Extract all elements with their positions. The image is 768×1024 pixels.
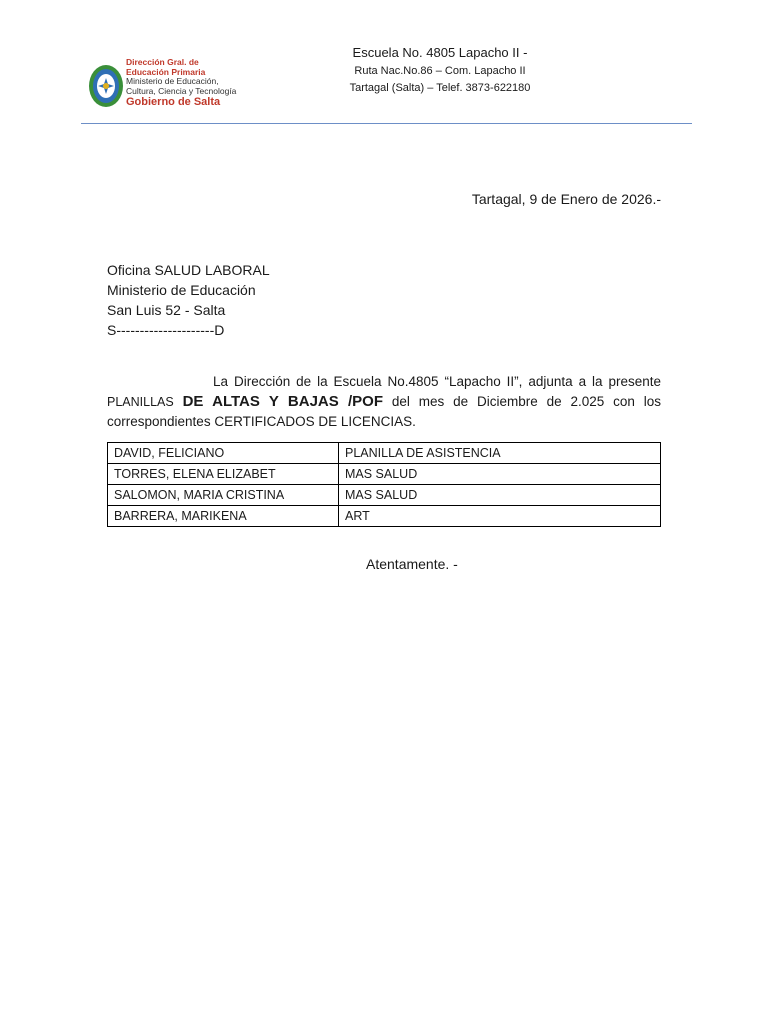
table-cell-type: MAS SALUD <box>339 464 661 485</box>
salta-emblem-icon <box>88 64 124 108</box>
table-row <box>108 464 661 485</box>
school-city-phone: Tartagal (Salta) – Telef. 3873-622180 <box>349 82 531 94</box>
logo-line-ministerio: Ministerio de Educación, <box>126 76 219 86</box>
table-cell-type: MAS SALUD <box>339 485 661 506</box>
closing-text: Atentamente. - <box>366 556 458 572</box>
table-row <box>108 506 661 527</box>
logo-line-gobierno: Gobierno de Salta <box>126 96 221 108</box>
table-cell-type: PLANILLA DE ASISTENCIA <box>339 443 661 464</box>
table-cell-name: BARRERA, MARIKENA <box>108 506 339 527</box>
recipient-ministry: Ministerio de Educación <box>107 282 256 298</box>
table-cell-name: SALOMON, MARIA CRISTINA <box>108 485 339 506</box>
body-part-4: del mes de Diciembre de 2.025 con los correspondientes CERTIFICADOS DE LICENCIAS. <box>107 394 661 429</box>
header-divider <box>81 123 692 124</box>
recipient-address: San Luis 52 - Salta <box>107 302 226 318</box>
table-row <box>108 485 661 506</box>
logo-line-educacion: Educación Primaria <box>126 66 206 77</box>
recipient-office: Oficina SALUD LABORAL <box>107 262 270 278</box>
school-name: Escuela No. 4805 Lapacho II - <box>352 45 528 60</box>
table-cell-name: TORRES, ELENA ELIZABET <box>108 464 339 485</box>
table-cell-name: DAVID, FELICIANO <box>108 443 339 464</box>
school-route: Ruta Nac.No.86 – Com. Lapacho II <box>354 65 526 77</box>
letter-body <box>107 372 661 432</box>
letter-date: Tartagal, 9 de Enero de 2026.- <box>471 191 661 207</box>
body-part-1: La Dirección de la Escuela No.4805 “Lapacho II”, adjunta a la presente <box>213 374 661 389</box>
licenses-table <box>107 442 661 527</box>
logo-line-cultura: Cultura, Ciencia y Tecnología <box>126 85 237 96</box>
government-logo <box>88 58 248 114</box>
recipient-sd: S---------------------D <box>107 322 225 338</box>
table-cell-type: ART <box>339 506 661 527</box>
table-row <box>108 443 661 464</box>
body-part-3: DE ALTAS Y BAJAS /POF <box>182 393 384 410</box>
body-part-2: PLANILLAS <box>107 395 174 409</box>
logo-line-direccion: Dirección Gral. de <box>126 57 199 67</box>
